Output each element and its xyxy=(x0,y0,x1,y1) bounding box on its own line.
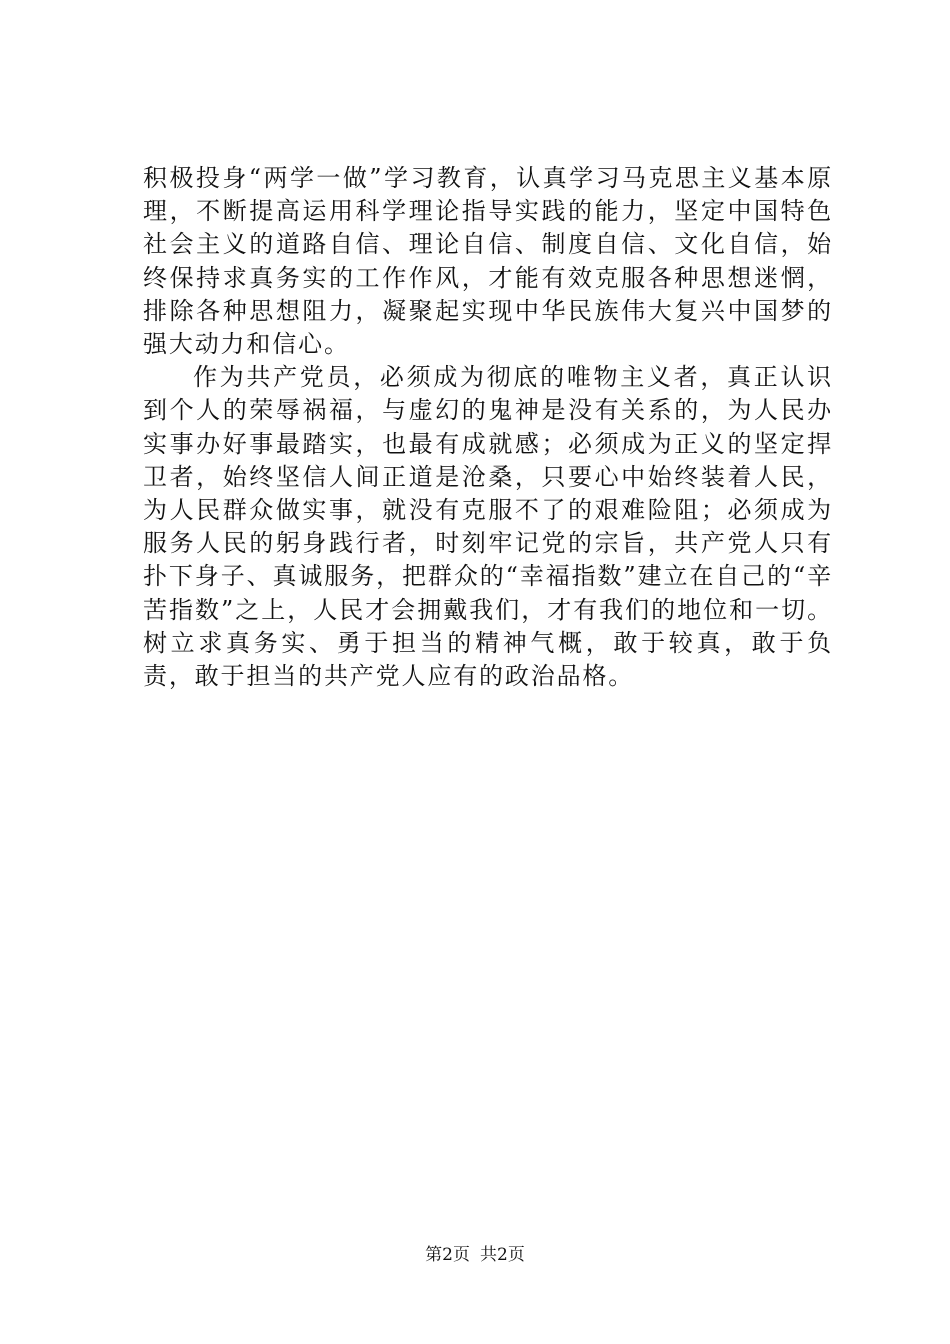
document-body xyxy=(143,162,833,693)
paragraph-1: 积极投身“两学一做”学习教育，认真学习马克思主义基本原理，不断提高运用科学理论指导实践的能力，坚定中国特色社会主义的道路自信、理论自信、制度自信、文化自信，始终保持求真务实的工作作风，才能有效克服各种思想迷惘，排除各种思想阻力，凝聚起实现中华民族伟大复兴中国梦的强大动力和信心。 xyxy=(143,164,833,359)
page-footer xyxy=(0,1243,950,1267)
paragraph-2: 作为共产党员，必须成为彻底的唯物主义者，真正认识到个人的荣辱祸福，与虚幻的鬼神是没有关系的，为人民办实事办好事最踏实，也最有成就感；必须成为正义的坚定捍卫者，始终坚信人间正道是沧桑，只要心中始终装着人民，为人民群众做实事，就没有克服不了的艰难险阻；必须成为服务人民的躬身践行者，时刻牢记党的宗旨，共产党人只有扑下身子、真诚服务，把群众的“幸福指数”建立在自己的“辛苦指数”之上，人民才会拥戴我们，才有我们的地位和一切。树立求真务实、勇于担当的精神气概，敢于较真，敢于负责，敢于担当的共产党人应有的政治品格。 xyxy=(143,363,833,691)
page-number-total: 共2页 xyxy=(480,1245,525,1265)
page-number-current: 第2页 xyxy=(425,1245,470,1265)
